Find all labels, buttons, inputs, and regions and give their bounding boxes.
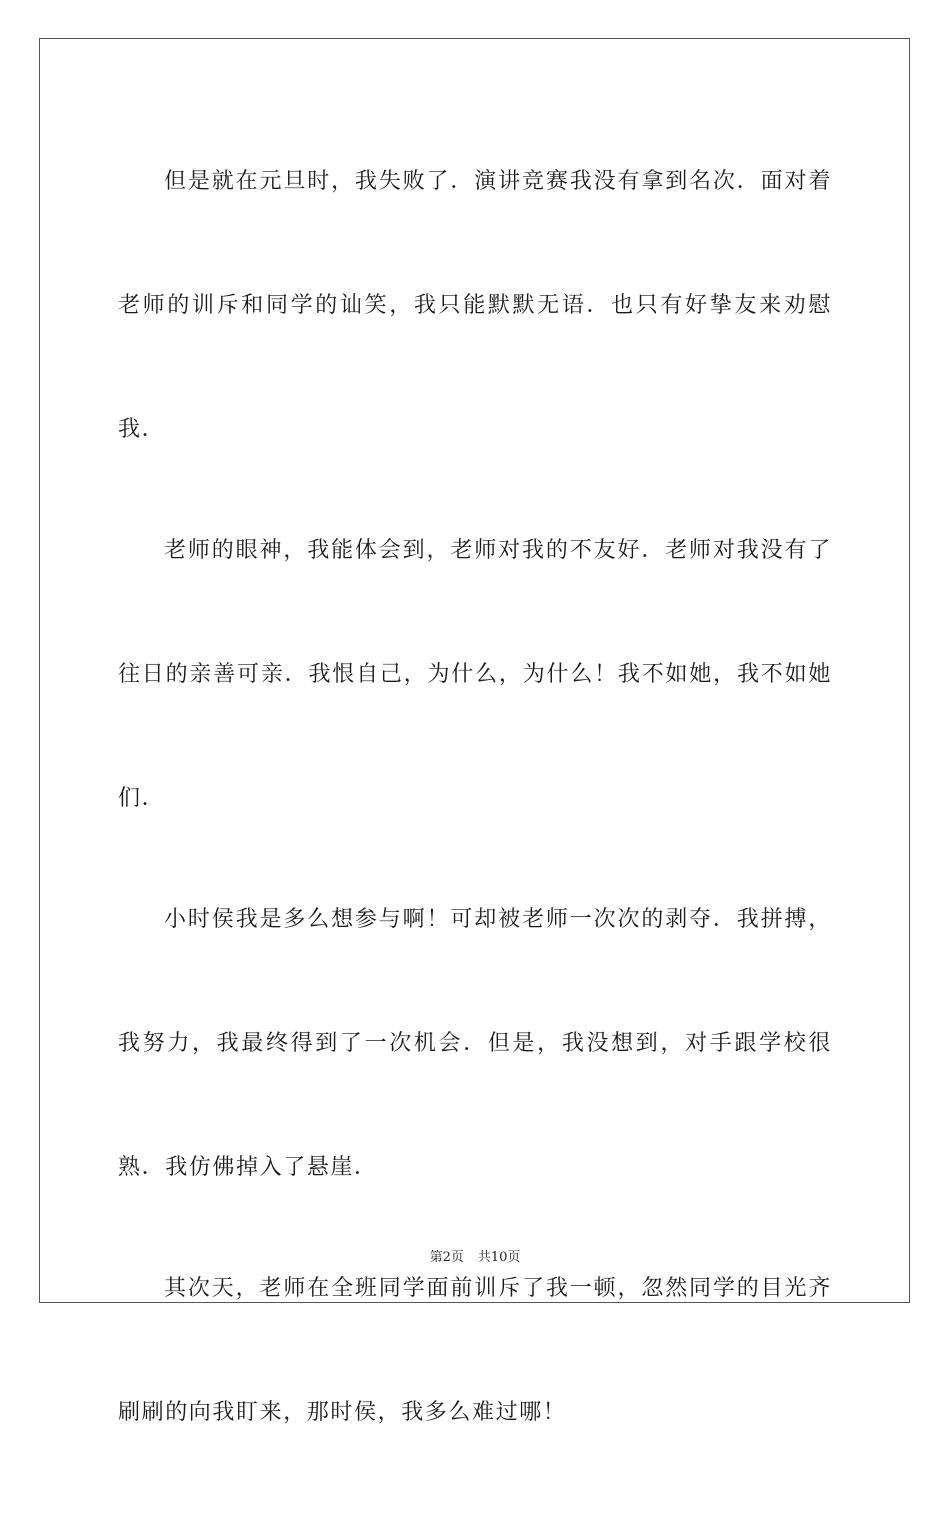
page-total: 共10页 <box>477 1250 521 1265</box>
paragraph-1: 但是就在元旦时，我失败了．演讲竞赛我没有拿到名次．面对着老师的训斥和同学的讪笑，我只能默默无语．也只有好挚友来劝慰我． <box>118 169 832 442</box>
paragraph-3: 小时侯我是多么想参与啊！可却被老师一次次的剥夺．我拼搏，我努力，我最终得到了一次机会．但是，我没想到，对手跟学校很熟．我仿佛掉入了悬崖． <box>118 907 832 1180</box>
paragraph-4: 其次天，老师在全班同学面前训斥了我一顿，忽然同学的目光齐刷刷的向我盯来，那时侯，我多么难过哪！ <box>118 1276 832 1425</box>
page-footer <box>0 1246 950 1265</box>
document-body <box>118 120 832 1533</box>
page-number: 第2页 <box>429 1250 464 1265</box>
paragraph-2: 老师的眼神，我能体会到，老师对我的不友好．老师对我没有了往日的亲善可亲．我恨自己，为什么，为什么！我不如她，我不如她们． <box>118 538 832 811</box>
